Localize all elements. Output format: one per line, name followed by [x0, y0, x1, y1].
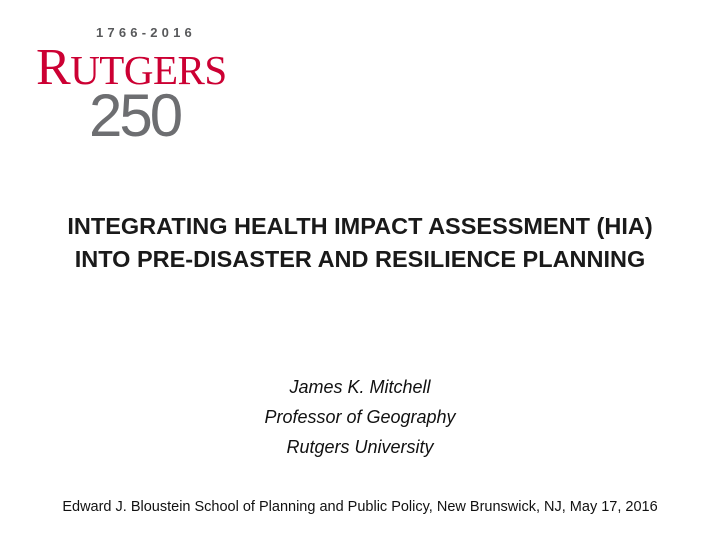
title-line-1: INTEGRATING HEALTH IMPACT ASSESSMENT (HIA) [67, 213, 653, 239]
slide-footer: Edward J. Bloustein School of Planning and Public Policy, New Brunswick, NJ, May 17, 2016 [62, 499, 658, 515]
logo-anniversary: 250 [89, 82, 181, 149]
logo-years: 1766-2016 [96, 25, 196, 40]
logo-initial: R [36, 39, 71, 96]
rutgers-250-logo [36, 22, 256, 154]
logo-name-rest: UTGERS [70, 47, 227, 93]
author-affiliation: Rutgers University [286, 437, 434, 457]
author-role: Professor of Geography [264, 407, 456, 427]
author-name: James K. Mitchell [289, 377, 431, 397]
slide-title [20, 210, 700, 276]
title-line-2: INTO PRE-DISASTER AND RESILIENCE PLANNING [74, 246, 646, 272]
author-block [200, 372, 520, 462]
